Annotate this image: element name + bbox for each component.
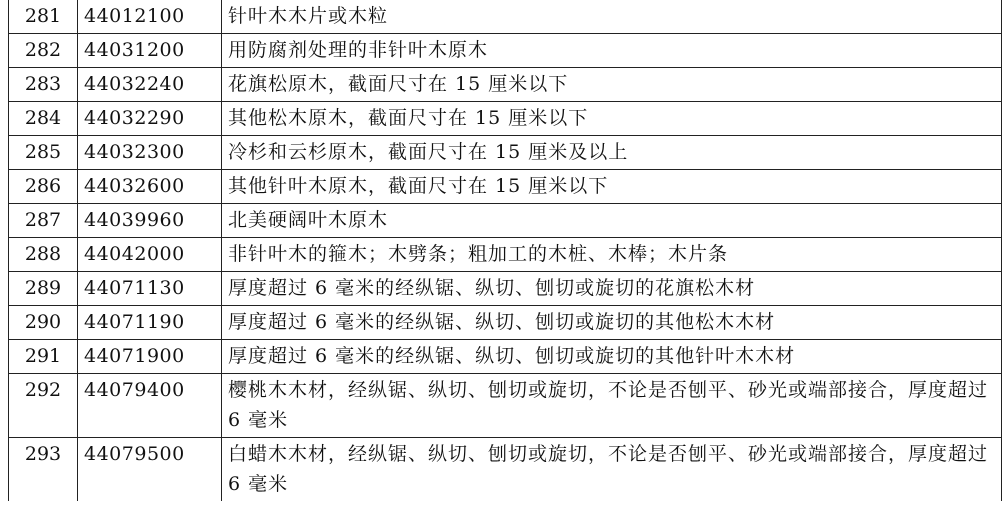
row-number-cell: 290: [9, 306, 78, 340]
tariff-code-cell: 44032300: [78, 136, 222, 170]
tariff-code-cell: 44032600: [78, 170, 222, 204]
description-cell: 用防腐剂处理的非针叶木原木: [222, 34, 1002, 68]
description-cell: 厚度超过 6 毫米的经纵锯、纵切、刨切或旋切的其他松木木材: [222, 306, 1002, 340]
table-row: [9, 0, 1002, 34]
tariff-code-cell: 44079400: [78, 374, 222, 438]
table-row: [9, 438, 1002, 502]
description-cell: 白蜡木木材，经纵锯、纵切、刨切或旋切，不论是否刨平、砂光或端部接合，厚度超过 6 毫米: [222, 438, 1002, 502]
row-number-cell: 293: [9, 438, 78, 502]
row-number-cell: 286: [9, 170, 78, 204]
table-row: [9, 272, 1002, 306]
row-number-cell: 291: [9, 340, 78, 374]
row-number-cell: 287: [9, 204, 78, 238]
description-cell: 冷杉和云杉原木，截面尺寸在 15 厘米及以上: [222, 136, 1002, 170]
table-row: [9, 136, 1002, 170]
table-row: [9, 306, 1002, 340]
table-row: [9, 238, 1002, 272]
description-cell: 针叶木木片或木粒: [222, 0, 1002, 34]
tariff-code-cell: 44079500: [78, 438, 222, 502]
tariff-code-cell: 44071190: [78, 306, 222, 340]
tariff-code-cell: 44042000: [78, 238, 222, 272]
description-cell: 其他松木原木，截面尺寸在 15 厘米以下: [222, 102, 1002, 136]
table-row: [9, 102, 1002, 136]
description-cell: 厚度超过 6 毫米的经纵锯、纵切、刨切或旋切的其他针叶木木材: [222, 340, 1002, 374]
row-number-cell: 285: [9, 136, 78, 170]
table-row: [9, 170, 1002, 204]
tariff-code-cell: 44012100: [78, 0, 222, 34]
description-cell: 北美硬阔叶木原木: [222, 204, 1002, 238]
tariff-item-table: [8, 0, 1002, 501]
tariff-code-cell: 44031200: [78, 34, 222, 68]
row-number-cell: 289: [9, 272, 78, 306]
description-cell: 厚度超过 6 毫米的经纵锯、纵切、刨切或旋切的花旗松木材: [222, 272, 1002, 306]
description-cell: 花旗松原木，截面尺寸在 15 厘米以下: [222, 68, 1002, 102]
description-cell: 其他针叶木原木，截面尺寸在 15 厘米以下: [222, 170, 1002, 204]
row-number-cell: 292: [9, 374, 78, 438]
row-number-cell: 283: [9, 68, 78, 102]
description-cell: 樱桃木木材，经纵锯、纵切、刨切或旋切，不论是否刨平、砂光或端部接合，厚度超过 6 毫米: [222, 374, 1002, 438]
tariff-code-cell: 44032240: [78, 68, 222, 102]
table-body: [9, 0, 1002, 501]
table-row: [9, 34, 1002, 68]
tariff-code-cell: 44071900: [78, 340, 222, 374]
row-number-cell: 284: [9, 102, 78, 136]
table-row: [9, 340, 1002, 374]
description-cell: 非针叶木的箍木；木劈条；粗加工的木桩、木棒；木片条: [222, 238, 1002, 272]
table-row: [9, 68, 1002, 102]
row-number-cell: 281: [9, 0, 78, 34]
row-number-cell: 288: [9, 238, 78, 272]
tariff-code-cell: 44039960: [78, 204, 222, 238]
tariff-code-cell: 44071130: [78, 272, 222, 306]
table-row: [9, 374, 1002, 438]
row-number-cell: 282: [9, 34, 78, 68]
tariff-code-cell: 44032290: [78, 102, 222, 136]
table-row: [9, 204, 1002, 238]
